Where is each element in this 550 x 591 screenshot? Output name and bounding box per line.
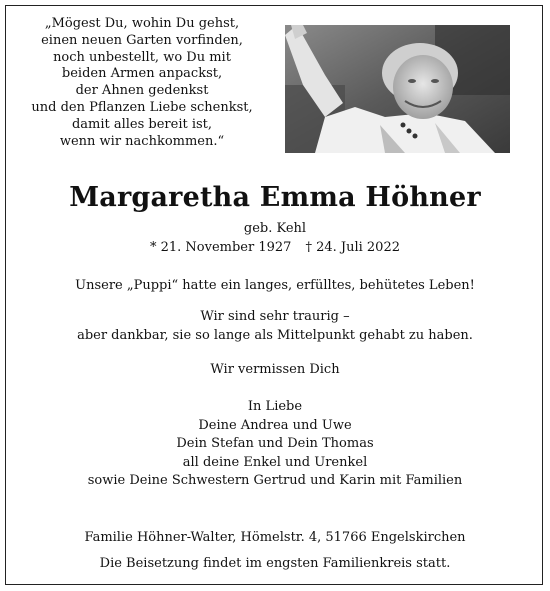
poem-line: noch unbestellt, wo Du mit <box>53 49 231 65</box>
grief-statement <box>0 308 550 345</box>
family-line: Deine Andrea und Uwe <box>198 417 352 433</box>
life-dates <box>0 240 550 255</box>
poem-line: der Ahnen gedenkst <box>75 83 209 99</box>
deceased-name: Margaretha Emma Höhner <box>69 182 481 213</box>
family-address: Familie Höhner-Walter, Hömelstr. 4, 51766 Engelskirchen <box>84 530 466 545</box>
burial-notice: Die Beisetzung findet im engsten Familienkreis statt. <box>99 556 451 571</box>
life-statement: Unsere „Puppi“ hatte ein langes, erfülltes, behütetes Leben! <box>75 278 475 293</box>
miss-you-line: Wir vermissen Dich <box>210 362 340 377</box>
grief-line: Wir sind sehr traurig – <box>200 309 350 324</box>
poem-line: beiden Armen anpackst, <box>61 66 223 82</box>
grief-line: aber dankbar, sie so lange als Mittelpunkt gehabt zu haben. <box>77 327 473 343</box>
poem <box>22 16 262 150</box>
family-line: all deine Enkel und Urenkel <box>182 454 368 470</box>
family-line: sowie Deine Schwestern Gertrud und Karin mit Familien <box>87 473 463 488</box>
poem-line: „Mögest Du, wohin Du gehst, <box>44 16 240 31</box>
poem-line: und den Pflanzen Liebe schenkst, <box>31 99 253 115</box>
family-line: In Liebe <box>247 399 303 414</box>
birth-name: geb. Kehl <box>243 221 307 236</box>
poem-line: damit alles bereit ist, <box>71 116 213 132</box>
birth-date: * 21. November 1927 <box>149 240 292 255</box>
poem-line: wenn wir nachkommen.“ <box>59 133 225 149</box>
death-date: † 24. Juli 2022 <box>305 240 400 255</box>
portrait-photo <box>285 25 510 153</box>
family-line: Dein Stefan und Dein Thomas <box>176 436 374 451</box>
family-signature <box>0 398 550 491</box>
poem-line: einen neuen Garten vorfinden, <box>41 32 243 48</box>
